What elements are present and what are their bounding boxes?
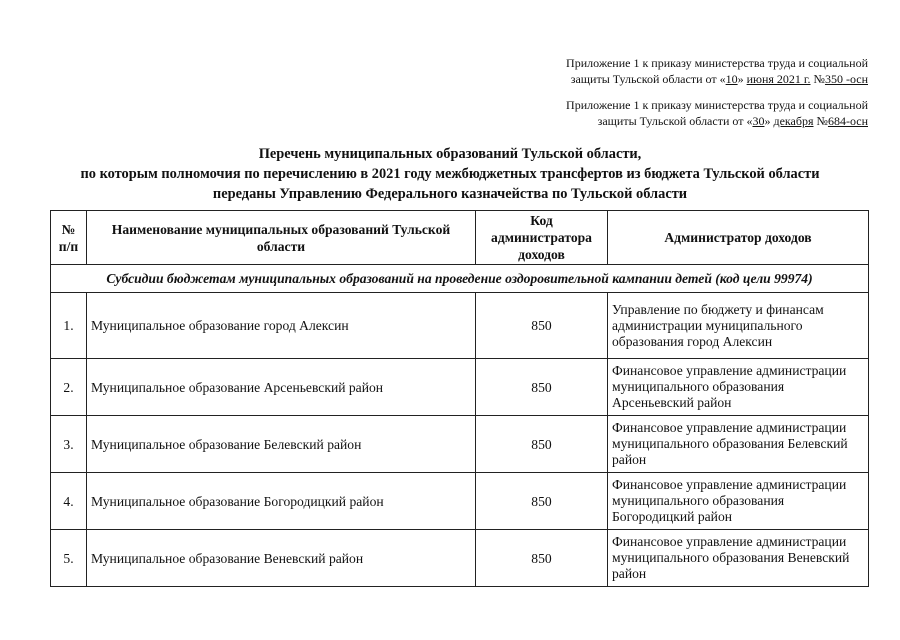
table-row — [51, 359, 869, 416]
cell-admin: Финансовое управление администрации муниципального образования Арсеньевский район — [608, 359, 869, 416]
header-admin: Администратор доходов — [608, 211, 869, 265]
annex-1-month-year: июня 2021 г. — [746, 72, 811, 86]
annex-note-1 — [468, 55, 868, 87]
cell-code: 850 — [476, 530, 608, 587]
annex-2-number: 684-осн — [827, 114, 868, 128]
annex-2-month: декабря — [773, 114, 814, 128]
cell-name: Муниципальное образование Богородицкий район — [87, 473, 476, 530]
annex-1-line-1: Приложение 1 к приказу министерства труда и социальной — [566, 56, 868, 70]
annex-1-suffix: -осн — [842, 72, 868, 86]
annex-1-day: 10 — [725, 72, 738, 86]
cell-num: 1. — [51, 293, 87, 359]
cell-admin: Финансовое управление администрации муниципального образования Белевский район — [608, 416, 869, 473]
cell-name: Муниципальное образование Арсеньевский район — [87, 359, 476, 416]
cell-name: Муниципальное образование Белевский район — [87, 416, 476, 473]
cell-name: Муниципальное образование Веневский район — [87, 530, 476, 587]
cell-code: 850 — [476, 473, 608, 530]
cell-admin: Управление по бюджету и финансам администрации муниципального образования город Алексин — [608, 293, 869, 359]
annex-note-2 — [468, 97, 868, 129]
header-code: Код администратора доходов — [476, 211, 608, 265]
cell-num: 5. — [51, 530, 87, 587]
cell-code: 850 — [476, 416, 608, 473]
cell-num: 2. — [51, 359, 87, 416]
cell-num: 4. — [51, 473, 87, 530]
title-line-2: по которым полномочия по перечислению в 2021 году межбюджетных трансфертов из бюджета Тульской области — [80, 166, 820, 182]
document-title — [40, 144, 860, 204]
annex-2-prefix: защиты Тульской области от « — [597, 114, 753, 128]
annex-2-day: 30 — [752, 114, 765, 128]
table-row — [51, 530, 869, 587]
cell-num: 3. — [51, 416, 87, 473]
municipalities-table — [50, 210, 869, 587]
table-row — [51, 473, 869, 530]
title-line-3: переданы Управлению Федерального казначейства по Тульской области — [212, 186, 688, 202]
cell-admin: Финансовое управление администрации муниципального образования Богородицкий район — [608, 473, 869, 530]
table-header-row — [51, 211, 869, 265]
cell-name: Муниципальное образование город Алексин — [87, 293, 476, 359]
annex-1-mid: » — [737, 72, 747, 86]
table-row — [51, 416, 869, 473]
annex-2-no-prefix: № — [813, 114, 828, 128]
cell-code: 850 — [476, 293, 608, 359]
annex-2-line-2 — [468, 113, 868, 129]
cell-admin: Финансовое управление администрации муниципального образования Веневский район — [608, 530, 869, 587]
cell-code: 850 — [476, 359, 608, 416]
table-row — [51, 293, 869, 359]
annex-1-line-2 — [468, 71, 868, 87]
title-line-1: Перечень муниципальных образований Тульской области, — [258, 146, 642, 162]
annex-1-number: 350 — [824, 72, 843, 86]
header-name: Наименование муниципальных образований Тульской области — [87, 211, 476, 265]
section-title: Субсидии бюджетам муниципальных образований на проведение оздоровительной кампании детей (код цели 99974) — [51, 265, 869, 293]
annex-1-prefix: защиты Тульской области от « — [570, 72, 726, 86]
annex-2-line-1: Приложение 1 к приказу министерства труда и социальной — [566, 98, 868, 112]
annex-2-mid: » — [764, 114, 774, 128]
header-num: № п/п — [51, 211, 87, 265]
annex-1-no-prefix: № — [810, 72, 825, 86]
section-row — [51, 265, 869, 293]
